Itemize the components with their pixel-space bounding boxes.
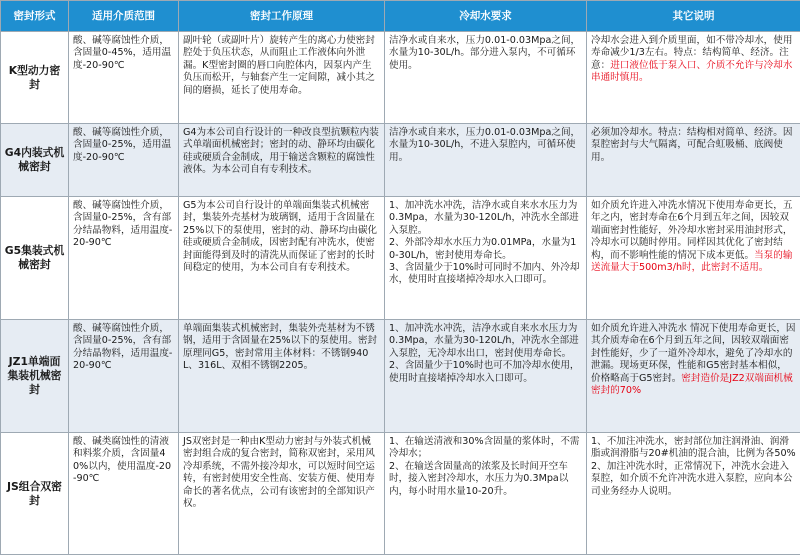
notes-cell (587, 197, 800, 320)
cooling-cell (385, 433, 587, 555)
seal-type-cell: K型动力密封 (1, 32, 69, 124)
cooling-cell: 洁净水或自来水，压力0.01-0.03Mpa之间，水量为10-30L/h，不进入泵腔内，可循环使用。 (385, 124, 587, 197)
notes-warning: 进口液位低于泵入口、介质不允许与冷却水串通时慎用。 (591, 59, 793, 84)
medium-cell: 酸、碱类腐蚀性的清液和料浆介质，含固量40%以内，使用温度-20-90℃ (69, 433, 179, 555)
medium-cell: 酸、碱等腐蚀性介质，含固量0-45%，适用温度-20-90℃ (69, 32, 179, 124)
notes-cell (587, 32, 800, 124)
seal-type-cell: G4内装式机械密封 (1, 124, 69, 197)
notes-cell (587, 433, 800, 555)
cooling-item: 2、在输送含固量高的浓浆及长时间开空车时，接入密封冷却水，水压力为0.3Mpa以内，每小时用水量10-20升。 (389, 460, 569, 497)
notes-cell (587, 320, 800, 433)
notes-text: 如介质允许进入冲洗水情况下使用寿命更长，五年之内，密封寿命在6个月到五年之间，因较双端面密封性能好，外冷却水密封采用油封形式，冷却水可以随时停用。同样因其优化了密封结构，而不影响性能的情况下成本更低。 (591, 200, 793, 261)
principle-cell: G5为本公司自行设计的单端面集装式机械密封，集装外壳基材为玻璃钢，适用于含固量在25%以下的泵使用，密封的动、静环均由碳化硅或硬质合金制成，因密封配有冲洗水，使密封面能得到及时的清洗从而保证了密封的长时间稳定的使用，为本公司自有专利技术。 (179, 197, 385, 320)
header-medium-range: 适用介质范围 (69, 1, 179, 32)
principle-cell: 副叶轮（或副叶片）旋转产生的离心力使密封腔处于负压状态，从而阻止工作液体向外泄漏。K型密封圈的唇口向腔体内，因泵内产生负压而松开，与轴套产生一定间隙，减小其之间的磨损，延长了使用寿命。 (179, 32, 385, 124)
header-row (1, 1, 800, 32)
seal-type-cell: JZ1单端面集装机械密封 (1, 320, 69, 433)
cooling-item: 2、含固量少于10%时也可不加冷却水使用，使用时直接堵掉冷却水入口即可。 (389, 360, 580, 384)
seal-type-cell: JS组合双密封 (1, 433, 69, 555)
notes-text: 如介质允许进入冲洗水 情况下使用寿命更长，因其介质寿命在6个月到五年之间，因较双端面密封性能好，少了一道外冷却水，避免了冷却水的泄漏。现场更环保，性能和G5密封基本相似，价格略高于G5密封。 (591, 323, 796, 384)
notes-item: 1、不加注冲洗水，密封部位加注润滑油、润滑脂或润滑脂与20#机油的混合油，比例为各50% (591, 436, 796, 460)
principle-cell: JS双密封是一种由K型动力密封与外装式机械密封组合成的复合密封，简称双密封，采用风冷却系统，不需外接冷却水，可以短时间空运转，有密封使用安全性高、安装方便、使用寿命长的著名优点，公司有该密封的全部知识产权。 (179, 433, 385, 555)
medium-cell: 酸、碱等腐蚀性介质，含固量0-25%，适用温度-20-90℃ (69, 124, 179, 197)
table-row (1, 197, 800, 320)
cooling-cell (385, 320, 587, 433)
medium-cell: 酸、碱等腐蚀性介质，含固量0-25%，含有部分结晶物料，适用温度-20-90℃ (69, 197, 179, 320)
principle-cell: 单端面集装式机械密封，集装外壳基材为不锈钢，适用于含固量在25%以下的泵使用。密封原理同G5，密封常用主体材料：不锈钢940L、316L、双相不锈钢2205。 (179, 320, 385, 433)
cooling-item: 1、在输送清液和30%含固量的浆体时，不需冷却水； (389, 436, 580, 460)
cooling-item: 2、外部冷却水水压力为0.01MPa，水量为10-30L/h，密封使用寿命长。 (389, 237, 577, 261)
table-row (1, 124, 800, 197)
cooling-item: 3、含固量少于10%时可同时不加内、外冷却水，使用时直接堵掉冷却水入口即可。 (389, 262, 580, 286)
notes-text: 冷却水会进入到介质里面，如不带冷却水，使用寿命减少1/3左右。特点：结构简单、经济。注意： (591, 35, 793, 71)
notes-cell: 必须加冷却水。特点：结构相对简单、经济。因泵腔密封与大气隔离，可配合虹吸桶、底阀使用。 (587, 124, 800, 197)
header-working-principle: 密封工作原理 (179, 1, 385, 32)
notes-item: 2、加注冲洗水时，正常情况下，冲洗水会进入泵腔，如介质不允许冲洗水进入泵腔，应向本公司业务经办人说明。 (591, 460, 793, 497)
header-cooling-water: 冷却水要求 (385, 1, 587, 32)
table-row (1, 433, 800, 555)
seal-type-cell: G5集装式机械密封 (1, 197, 69, 320)
header-other-notes: 其它说明 (587, 1, 800, 32)
notes-warning: 密封造价是JZ2双端面机械密封的70% (591, 372, 793, 397)
principle-cell: G4为本公司自行设计的一种改良型抗颗粒内装式单端面机械密封；密封的动、静环均由碳化硅或硬质合金制成，用于输送含颗粒的腐蚀性液体。为本公司自有专利技术。 (179, 124, 385, 197)
cooling-item: 1、加冲洗水冲洗，洁净水或自来水水压力为0.3Mpa，水量为30-120L/h，冲洗水全部进入泵腔。 (389, 200, 579, 236)
header-seal-type: 密封形式 (1, 1, 69, 32)
table-row (1, 32, 800, 124)
table-row (1, 320, 800, 433)
cooling-cell: 洁净水或自来水，压力0.01-0.03Mpa之间，水量为10-30L/h。部分进入泵内，不可循环使用。 (385, 32, 587, 124)
cooling-item: 1、加冲洗水冲洗，洁净水或自来水水压力为0.3Mpa，水量为30-120L/h，冲洗水全部进入泵腔，无冷却水出口，密封使用寿命长。 (389, 323, 579, 359)
cooling-cell (385, 197, 587, 320)
medium-cell: 酸、碱等腐蚀性介质，含固量0-25%，含有部分结晶物料，适用温度-20-90℃ (69, 320, 179, 433)
notes-warning: 当泵的输送流量大于500m3/h时，此密封不适用。 (591, 249, 793, 274)
